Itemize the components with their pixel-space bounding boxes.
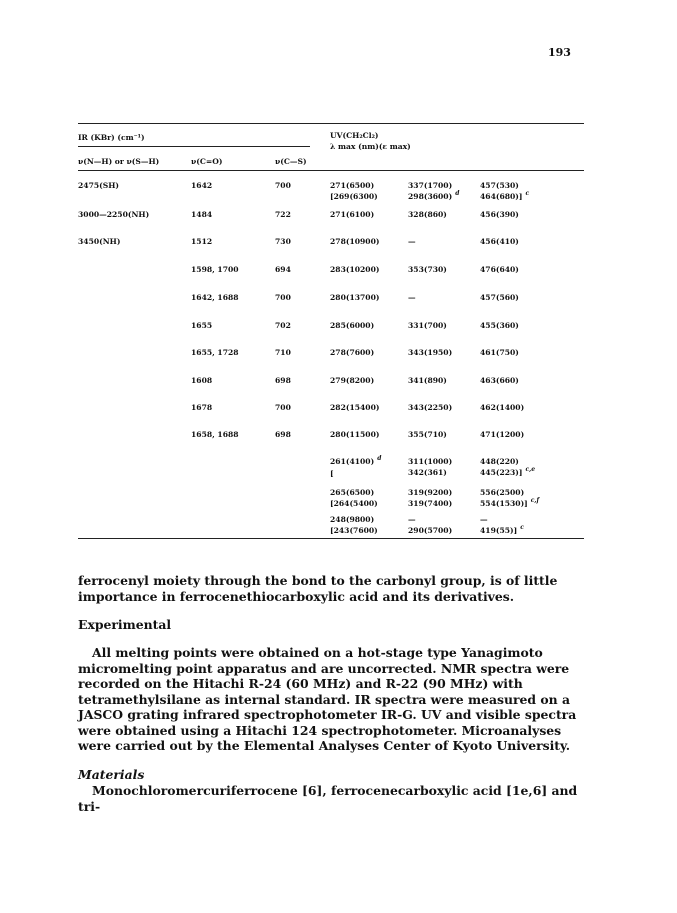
table-cell-cs <box>275 402 291 413</box>
table-cell-uv2 <box>408 375 447 386</box>
table-cell-line: 456(390) <box>480 210 519 219</box>
table-cell-uv1 <box>330 209 374 220</box>
table-cell-nh <box>78 236 120 247</box>
uv-header: UV(CH₂Cl₂) <box>330 131 379 140</box>
table-cell-uv2 <box>408 347 452 358</box>
table-cell-line: 280(11500) <box>330 430 380 439</box>
table-cell-uv1 <box>330 320 374 331</box>
table-cell-uv2 <box>408 456 452 478</box>
table-cell-line: 1655 <box>191 321 213 330</box>
table-cell-line: 2475(SH) <box>78 181 119 190</box>
footnote-marker: c <box>525 190 530 197</box>
table-cell-line: 464(680)] <box>480 192 523 201</box>
table-cell-uv1 <box>330 456 381 479</box>
table-cell-uv3 <box>480 487 539 510</box>
table-cell-line: — <box>408 237 416 246</box>
table-cell-line: — <box>408 293 416 302</box>
table-cell-co <box>191 236 212 247</box>
table-cell-line: [ <box>330 469 334 478</box>
table-cell-cs <box>275 347 291 358</box>
table-cell-line: 278(10900) <box>330 237 380 246</box>
table-cell-line: 1642, 1688 <box>191 293 239 302</box>
table-cell-uv3 <box>480 375 519 386</box>
table-cell-nh <box>78 180 119 191</box>
table-cell-line: 278(7600) <box>330 348 375 357</box>
table-cell-line: 471(1200) <box>480 430 525 439</box>
col-nh-header: ν(N—H) or ν(S—H) <box>78 157 160 166</box>
table-cell-cs <box>275 292 291 303</box>
table-bottom-rule <box>78 538 584 539</box>
table-cell-line: 1608 <box>191 376 213 385</box>
table-cell-line: 700 <box>275 403 291 412</box>
table-cell-line: 710 <box>275 348 291 357</box>
table-cell-co <box>191 264 239 275</box>
table-cell-uv1 <box>330 292 379 303</box>
table-cell-line: 261(4100) <box>330 457 375 466</box>
footnote-marker: c,e <box>525 466 536 473</box>
table-cell-line: 1658, 1688 <box>191 430 239 439</box>
table-cell-uv3 <box>480 429 524 440</box>
table-cell-uv2 <box>408 429 447 440</box>
table-cell-line: 271(6500) <box>330 181 375 190</box>
table-cell-line: 1678 <box>191 403 213 412</box>
table-cell-line: 556(2500) <box>480 488 525 497</box>
table-cell-line: 280(13700) <box>330 293 380 302</box>
table-cell-cs <box>275 264 291 275</box>
table-cell-nh <box>78 209 149 220</box>
table-cell-line-wrap <box>408 191 459 203</box>
table-cell-uv2 <box>408 514 452 536</box>
table-cell-line: 1484 <box>191 210 213 219</box>
table-cell-line: 3000—2250(NH) <box>78 210 150 219</box>
table-cell-line: [243(7600) <box>330 526 378 535</box>
table-top-rule <box>78 123 584 124</box>
table-cell-uv1 <box>330 514 378 536</box>
table-cell-uv3 <box>480 320 519 331</box>
table-cell-line: 462(1400) <box>480 403 525 412</box>
table-cell-line: [269(6300) <box>330 192 378 201</box>
table-cell-uv1 <box>330 180 378 202</box>
table-cell-line: 698 <box>275 430 291 439</box>
table-cell-line: 457(530) <box>480 181 519 190</box>
table-cell-line: 342(361) <box>408 468 447 477</box>
table-cell-line: 698 <box>275 376 291 385</box>
paragraph-materials: Monochloromercuriferrocene [6], ferrocenecarboxylic acid [1e,6] and tri- <box>78 783 578 814</box>
table-cell-line: 461(750) <box>480 348 519 357</box>
table-cell-line: 476(640) <box>480 265 519 274</box>
table-cell-line: 265(6500) <box>330 488 375 497</box>
table-cell-line: 355(710) <box>408 430 447 439</box>
table-cell-line: 1655, 1728 <box>191 348 239 357</box>
table-cell-co <box>191 180 212 191</box>
table-cell-cs <box>275 180 291 191</box>
table-cell-cs <box>275 429 291 440</box>
table-cell-uv2 <box>408 292 416 303</box>
table-cell-uv1 <box>330 236 379 247</box>
ir-header-rule <box>78 146 310 147</box>
table-cell-line: 311(1000) <box>408 457 453 466</box>
table-cell-line: — <box>408 515 416 524</box>
table-cell-uv3 <box>480 347 519 358</box>
table-cell-line: 271(6100) <box>330 210 375 219</box>
table-cell-uv2 <box>408 264 447 275</box>
table-cell-uv2 <box>408 402 452 413</box>
paragraph-experimental: All melting points were obtained on a hot-stage type Yanagimoto micromelting point apparatus and are uncorrected. NMR spectra were recorded on the Hitachi R-24 (60 MHz) and R-22 (90 MHz) with tetramethylsilane as internal standard. IR spectra were measured on a JASCO grating infrared spectrophotometer IR-G. UV and visible spectra were obtained using a Hitachi 124 spectrophotometer. Microanalyses were carried out by the Elemental Analyses Center of Kyoto University. <box>78 645 577 753</box>
table-cell-line-wrap <box>480 191 529 203</box>
table-cell-co <box>191 292 239 303</box>
table-cell-line: 1598, 1700 <box>191 265 239 274</box>
table-cell-line: 328(860) <box>408 210 447 219</box>
col-co-header: ν(C=O) <box>191 157 223 166</box>
table-cell-cs <box>275 236 291 247</box>
table-cell-uv1 <box>330 429 379 440</box>
table-cell-line: 331(700) <box>408 321 447 330</box>
table-cell-line: 353(730) <box>408 265 447 274</box>
section-heading-experimental: Experimental <box>78 617 172 632</box>
footnote-marker: d <box>377 455 382 462</box>
table-cell-co <box>191 375 212 386</box>
footnote-marker: d <box>455 190 460 197</box>
table-cell-uv2 <box>408 209 447 220</box>
page-number: 193 <box>548 46 571 59</box>
table-cell-line: 282(15400) <box>330 403 380 412</box>
table-cell-line-wrap <box>330 456 381 468</box>
table-cell-line: 343(1950) <box>408 348 453 357</box>
table-cell-uv3 <box>480 264 519 275</box>
table-cell-line-wrap <box>480 467 535 479</box>
table-cell-line: [264(5400) <box>330 499 378 508</box>
table-cell-uv2 <box>408 320 447 331</box>
table-cell-cs <box>275 209 291 220</box>
table-cell-line: 248(9800) <box>330 515 375 524</box>
table-cell-line: 341(890) <box>408 376 447 385</box>
table-cell-uv2 <box>408 487 452 509</box>
table-cell-line: 319(9200) <box>408 488 453 497</box>
table-cell-line: 337(1700) <box>408 181 453 190</box>
table-cell-line: 463(660) <box>480 376 519 385</box>
col-cs-header: ν(C—S) <box>275 157 307 166</box>
table-cell-line: 290(5700) <box>408 526 453 535</box>
table-cell-uv2 <box>408 180 459 203</box>
table-cell-line: 285(6000) <box>330 321 375 330</box>
table-header-rule <box>78 170 584 171</box>
table-cell-co <box>191 320 212 331</box>
table-cell-line: 722 <box>275 210 291 219</box>
paragraph-continuation: ferrocenyl moiety through the bond to the carbonyl group, is of little importance in ferrocenethiocarboxylic acid and its derivatives. <box>78 573 558 604</box>
table-cell-line: 730 <box>275 237 291 246</box>
footnote-marker: c,f <box>530 497 540 504</box>
table-cell-line: 3450(NH) <box>78 237 121 246</box>
table-cell-line: 700 <box>275 293 291 302</box>
table-cell-line: 283(10200) <box>330 265 380 274</box>
table-cell-line: 319(7400) <box>408 499 453 508</box>
table-cell-cs <box>275 375 291 386</box>
ir-header: IR (KBr) (cm⁻¹) <box>78 133 145 142</box>
table-cell-line: 694 <box>275 265 291 274</box>
table-cell-co <box>191 402 212 413</box>
table-cell-line: 455(360) <box>480 321 519 330</box>
table-cell-line: — <box>480 515 488 524</box>
table-cell-line-wrap <box>480 525 524 537</box>
table-cell-line: 279(8200) <box>330 376 375 385</box>
table-cell-line: 702 <box>275 321 291 330</box>
footnote-marker: c <box>520 524 524 531</box>
table-cell-co <box>191 347 239 358</box>
table-cell-cs <box>275 320 291 331</box>
table-cell-co <box>191 209 212 220</box>
table-cell-uv1 <box>330 347 374 358</box>
table-cell-uv3 <box>480 402 524 413</box>
table-cell-uv3 <box>480 292 519 303</box>
uv-subheader: λ max (nm)(ε max) <box>330 142 411 151</box>
table-cell-uv1 <box>330 402 379 413</box>
table-cell-uv1 <box>330 375 374 386</box>
table-cell-uv3 <box>480 514 524 537</box>
table-cell-line: 419(55)] <box>480 526 518 535</box>
table-cell-line: 298(3600) <box>408 192 453 201</box>
table-cell-line: 554(1530)] <box>480 499 528 508</box>
table-cell-uv3 <box>480 236 519 247</box>
table-cell-line-wrap <box>480 498 539 510</box>
table-cell-line: 457(560) <box>480 293 519 302</box>
table-cell-uv1 <box>330 487 378 509</box>
table-cell-co <box>191 429 239 440</box>
table-cell-line: 1512 <box>191 237 213 246</box>
table-cell-uv3 <box>480 209 519 220</box>
table-cell-uv1 <box>330 264 379 275</box>
table-cell-uv3 <box>480 456 535 479</box>
table-cell-line: 445(223)] <box>480 468 523 477</box>
table-cell-line: 448(220) <box>480 457 519 466</box>
subsection-heading-materials: Materials <box>78 767 145 782</box>
table-cell-line: 1642 <box>191 181 213 190</box>
table-cell-line: 700 <box>275 181 291 190</box>
table-cell-uv2 <box>408 236 416 247</box>
table-cell-uv3 <box>480 180 529 203</box>
data-table <box>78 112 584 542</box>
table-cell-line: 343(2250) <box>408 403 453 412</box>
table-cell-line: 456(410) <box>480 237 519 246</box>
